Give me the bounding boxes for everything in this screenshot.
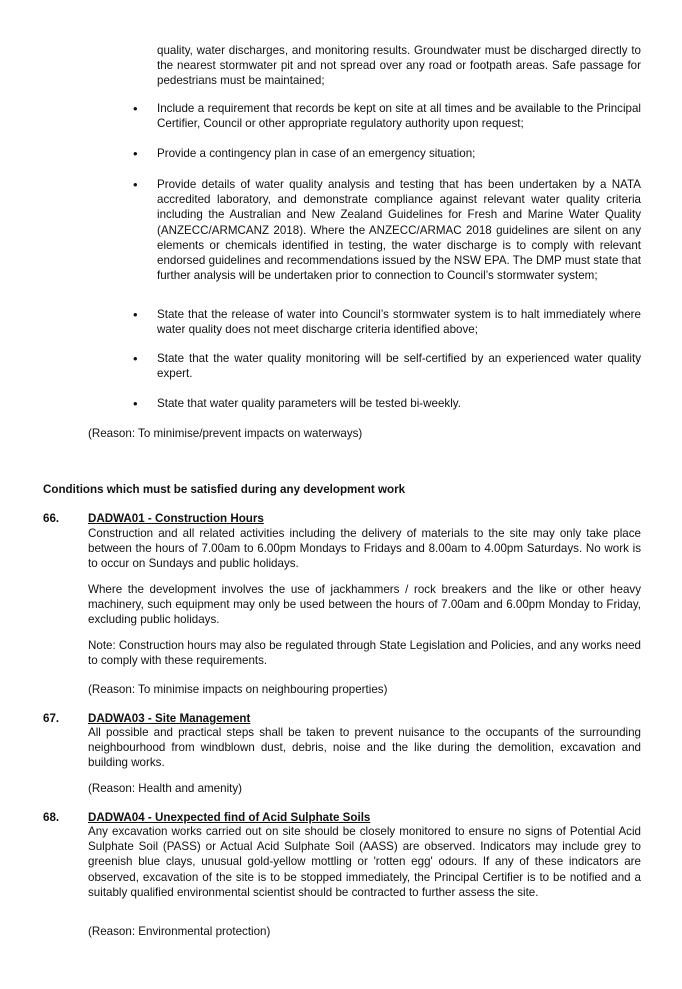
condition-paragraph: Note: Construction hours may also be regulated through State Legislation and Policies, and any works need to comply with these requirements.	[88, 639, 641, 668]
bullet-item: Provide details of water quality analysis and testing that has been undertaken by a NATA accredited laboratory, and demonstrate compliance against relevant water quality criteria including the Australian and New Zealand Guidelines for Fresh and Marine Water Quality (ANZECC/ARMCANZ 2018). Where the ANZECC/ARMAC 2018 guidelines are silent on any elements or chemicals identified in testing, the water discharge is to comply with relevant endorsed guidelines and recommendations issued by the NSW EPA. The DMP must state that further analysis will be undertaken prior to connection to Council’s stormwater system;	[157, 178, 641, 283]
condition-paragraph: All possible and practical steps shall be taken to prevent nuisance to the occupants of the surrounding neighbourhood from windblown dust, debris, noise and the like during the demolition, excavation and building works.	[88, 726, 641, 770]
continuation-paragraph: quality, water discharges, and monitoring results. Groundwater must be discharged directly to the nearest stormwater pit and not spread over any road or footpath areas. Safe passage for pedestrians must be maintained;	[157, 44, 641, 88]
condition-paragraph: Construction and all related activities including the delivery of materials to the site may only take place between the hours of 7.00am to 6.00pm Mondays to Fridays and 8.00am to 4.00pm Saturdays. No work is to occur on Sundays and public holidays.	[88, 527, 641, 571]
condition-number: 68.	[43, 811, 60, 824]
bullet-dot: •	[133, 177, 138, 192]
condition-paragraph: Any excavation works carried out on site should be closely monitored to ensure no signs of Potential Acid Sulphate Soil (PASS) or Actual Acid Sulphate Soil (AASS) are observed. Indicators may include grey to greenish blue clays, unusual gold-yellow mottling or 'rotten egg' odours. If any of these indicators are observed, excavation of the site is to be stopped immediately, the Principal Certifier is to be notified and a suitably qualified environmental scientist should be contracted to further assess the site.	[88, 825, 641, 899]
condition-paragraph: Where the development involves the use of jackhammers / rock breakers and the like or other heavy machinery, such equipment may only be used between the hours of 7.00am and 6.00pm Monday to Friday, excluding public holidays.	[88, 583, 641, 627]
bullet-item: Include a requirement that records be kept on site at all times and be available to the Principal Certifier, Council or other appropriate regulatory authority upon request;	[157, 102, 641, 131]
condition-number: 66.	[43, 512, 60, 525]
condition-title: DADWA04 - Unexpected find of Acid Sulphate Soils	[88, 811, 371, 824]
condition-title: DADWA01 - Construction Hours	[88, 512, 264, 525]
bullet-dot: •	[133, 307, 138, 322]
bullet-item: State that the release of water into Council’s stormwater system is to halt immediately where water quality does not meet discharge criteria identified above;	[157, 308, 641, 337]
condition-number: 67.	[43, 712, 60, 725]
bullet-dot: •	[133, 101, 138, 116]
condition-title: DADWA03 - Site Management	[88, 712, 251, 725]
condition-reason: (Reason: Environmental protection)	[88, 925, 271, 938]
bullet-dot: •	[133, 396, 138, 411]
bullet-dot: •	[133, 146, 138, 161]
reason-waterways: (Reason: To minimise/prevent impacts on waterways)	[88, 427, 363, 440]
condition-reason: (Reason: Health and amenity)	[88, 782, 243, 795]
condition-reason: (Reason: To minimise impacts on neighbouring properties)	[88, 683, 388, 696]
bullet-dot: •	[133, 351, 138, 366]
bullet-item: State that water quality parameters will be tested bi-weekly.	[157, 397, 461, 410]
bullet-item: State that the water quality monitoring will be self-certified by an experienced water quality expert.	[157, 352, 641, 381]
section-heading: Conditions which must be satisfied during any development work	[43, 483, 406, 496]
bullet-item: Provide a contingency plan in case of an emergency situation;	[157, 147, 476, 160]
